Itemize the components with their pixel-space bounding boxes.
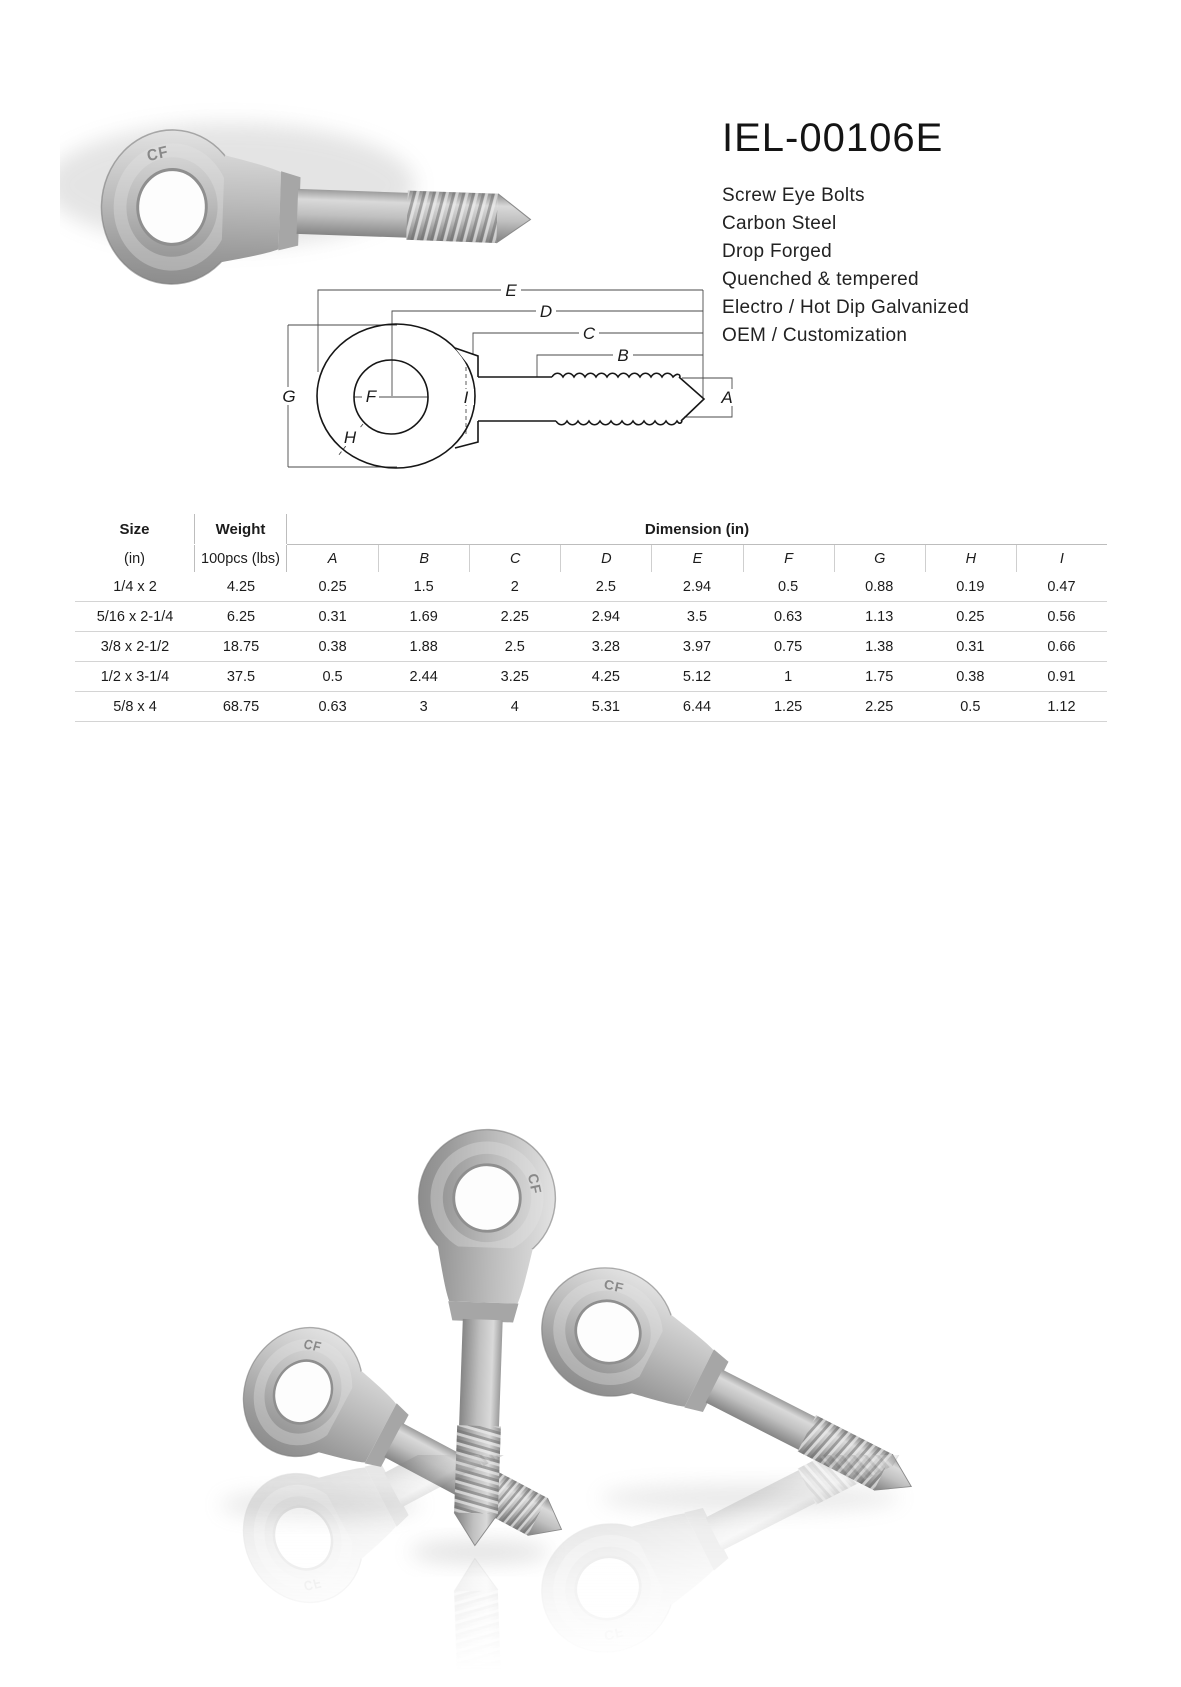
table-cell: 0.56 [1016,602,1107,632]
dim-label-B: B [617,346,629,365]
table-row [75,632,1107,662]
table-header-row-1 [75,514,1107,545]
feature-item: Carbon Steel [722,213,837,234]
dim-column-header: I [1016,545,1107,572]
table-cell: 0.25 [925,602,1016,632]
dim-column-header: G [834,545,925,572]
weight-header: Weight [195,514,287,544]
table-cell: 4.25 [195,572,287,602]
weight-subheader: 100pcs (lbs) [195,545,287,572]
table-cell: 0.19 [925,572,1016,602]
table-cell: 5/16 x 2-1/4 [75,602,195,632]
table-cell: 1.88 [378,632,469,662]
table-cell: 0.31 [925,632,1016,662]
table-cell: 2.25 [834,692,925,722]
table-cell: 1/4 x 2 [75,572,195,602]
dim-label-A: A [721,388,733,407]
table-cell: 5/8 x 4 [75,692,195,722]
table-cell: 1/2 x 3-1/4 [75,662,195,692]
table-cell: 2 [469,572,560,602]
table-cell: 0.66 [1016,632,1107,662]
table-cell: 2.5 [560,572,651,602]
table-cell: 1.13 [834,602,925,632]
dim-column-header: E [651,545,742,572]
table-row [75,662,1107,692]
dim-label-H: H [343,428,357,447]
table-cell: 3.28 [560,632,651,662]
table-cell: 3.97 [651,632,742,662]
feature-item: Quenched & tempered [722,269,919,290]
dimension-drawing [250,245,760,480]
table-cell: 4.25 [560,662,651,692]
table-cell: 1.38 [834,632,925,662]
table-cell: 3/8 x 2-1/2 [75,632,195,662]
table-cell: 6.44 [651,692,742,722]
dim-label-E: E [505,281,517,300]
spec-table [75,514,1107,722]
table-cell: 3.5 [651,602,742,632]
feature-item: Electro / Hot Dip Galvanized [722,297,970,318]
table-cell: 1.75 [834,662,925,692]
table-cell: 0.75 [743,632,834,662]
dim-label-C: C [582,324,596,343]
table-cell: 1.69 [378,602,469,632]
table-row [75,692,1107,722]
product-code: IEL-00106E [722,116,944,160]
table-cell: 37.5 [195,662,287,692]
table-cell: 1.25 [743,692,834,722]
table-header-row-2 [75,545,1107,572]
table-cell: 5.12 [651,662,742,692]
dim-column-header: D [560,545,651,572]
table-cell: 0.5 [925,692,1016,722]
size-header: Size [75,514,195,544]
size-subheader: (in) [75,545,195,572]
table-cell: 2.25 [469,602,560,632]
dim-label-F: F [365,387,377,406]
dim-column-header: C [469,545,560,572]
table-cell: 3 [378,692,469,722]
table-cell: 0.31 [287,602,378,632]
table-cell: 0.25 [287,572,378,602]
table-cell: 2.44 [378,662,469,692]
table-cell: 0.63 [743,602,834,632]
table-cell: 6.25 [195,602,287,632]
table-cell: 0.5 [287,662,378,692]
feature-item: OEM / Customization [722,325,908,346]
table-cell: 0.38 [287,632,378,662]
dim-label-G: G [282,387,296,406]
feature-list [722,182,1142,350]
table-cell: 0.47 [1016,572,1107,602]
product-photo-bottom [150,1030,980,1687]
table-cell: 18.75 [195,632,287,662]
dim-label-D: D [539,302,553,321]
table-cell: 2.94 [651,572,742,602]
table-cell: 1.12 [1016,692,1107,722]
table-cell: 2.5 [469,632,560,662]
table-cell: 5.31 [560,692,651,722]
table-cell: 4 [469,692,560,722]
dim-column-header: F [743,545,834,572]
table-body [75,572,1107,722]
feature-item: Screw Eye Bolts [722,185,865,206]
table-cell: 0.5 [743,572,834,602]
table-cell: 1.5 [378,572,469,602]
dim-column-header: A [327,550,338,567]
dim-column-header: H [925,545,1016,572]
table-row [75,572,1107,602]
table-cell: 2.94 [560,602,651,632]
table-row [75,602,1107,632]
table-cell: 3.25 [469,662,560,692]
dimension-group-header: Dimension (in) [287,514,1107,545]
table-cell: 0.88 [834,572,925,602]
dim-label-I: I [463,388,469,407]
table-cell: 68.75 [195,692,287,722]
feature-item: Drop Forged [722,241,832,262]
table-cell: 0.63 [287,692,378,722]
table-cell: 1 [743,662,834,692]
dim-column-header: B [378,545,469,572]
table-cell: 0.91 [1016,662,1107,692]
table-cell: 0.38 [925,662,1016,692]
title-block [722,118,1142,350]
